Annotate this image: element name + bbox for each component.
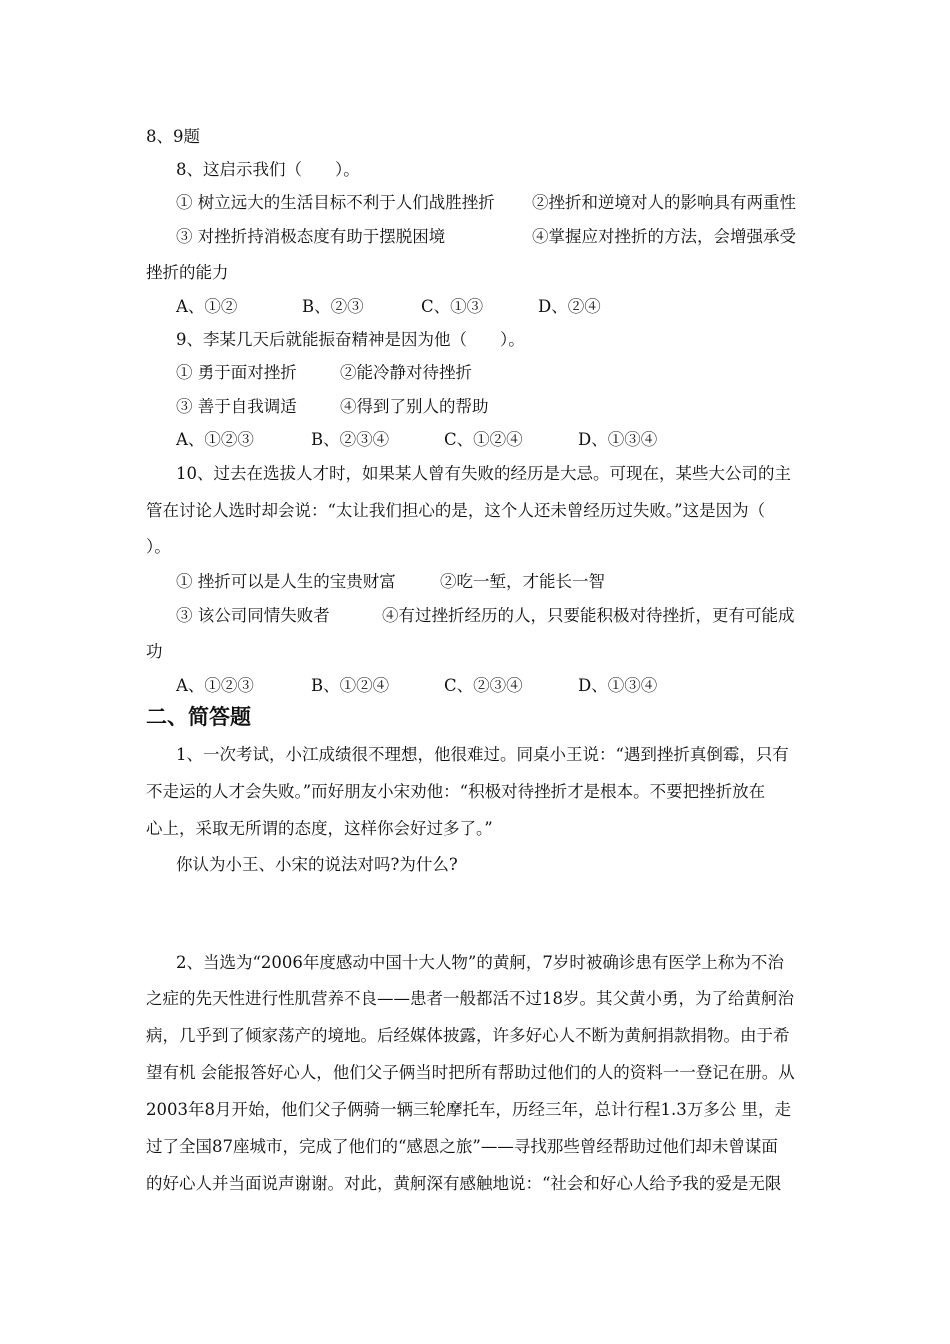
q9-options-row-2 — [176, 396, 816, 418]
q10-stem-line-1: 10、过去在选拔人才时，如果某人曾有失败的经历是大忌。可现在，某些大公司的主 — [176, 464, 791, 483]
q9-choice-d: D、①③④ — [578, 430, 658, 449]
sq2-line-6: 过了全国87座城市，完成了他们的“感恩之旅”——寻找那些曾经帮助过他们却未曾谋面 — [146, 1137, 778, 1156]
q8-option-1: ① 树立远大的生活目标不利于人们战胜挫折 — [176, 193, 495, 212]
q9-option-1: ① 勇于面对挫折 — [176, 363, 297, 382]
q8-choice-d: D、②④ — [538, 297, 601, 316]
q10-choice-b: B、①②④ — [311, 676, 390, 695]
q8-option-3: ③ 对挫折持消极态度有助于摆脱困境 — [176, 227, 446, 246]
q10-choices — [176, 675, 816, 697]
sq2-line-1: 2、当选为“2006年度感动中国十大人物”的黄舸，7岁时被确诊患有医学上称为不治 — [176, 953, 784, 972]
q8-options-row-1 — [176, 192, 816, 214]
q9-option-3: ③ 善于自我调适 — [176, 397, 297, 416]
q9-stem: 9、李某几天后就能振奋精神是因为他（ ）。 — [176, 330, 525, 349]
q8-option-4-continued: 挫折的能力 — [146, 263, 229, 282]
q10-option-4-continued: 功 — [146, 642, 163, 661]
q9-choice-c: C、①②④ — [444, 430, 523, 449]
sq1-line-3: 心上，采取无所谓的态度，这样你会好过多了。” — [146, 819, 493, 838]
q8-choice-a: A、①② — [176, 297, 238, 316]
q9-choice-a: A、①②③ — [176, 430, 254, 449]
q10-options-row-1 — [176, 571, 816, 593]
sq2-line-5: 2003年8月开始，他们父子俩骑一辆三轮摩托车，历经三年，总计行程1.3万多公 里，走 — [146, 1100, 791, 1119]
q9-options-row-1 — [176, 362, 816, 384]
q10-option-3: ③ 该公司同情失败者 — [176, 606, 330, 625]
sq2-line-2: 之症的先天性进行性肌营养不良——患者一般都活不过18岁。其父黄小勇，为了给黄舸治 — [146, 989, 794, 1008]
q10-stem-line-2: 管在讨论人选时却会说：“太让我们担心的是，这个人还未曾经历过失败。”这是因为（ — [146, 501, 766, 520]
q10-option-1: ① 挫折可以是人生的宝贵财富 — [176, 572, 396, 591]
q8-option-4: ④掌握应对挫折的方法，会增强承受 — [532, 227, 796, 246]
sq1-question: 你认为小王、小宋的说法对吗?为什么? — [176, 855, 458, 874]
q8-choice-b: B、②③ — [302, 297, 364, 316]
sq1-line-1: 1、一次考试，小江成绩很不理想，他很难过。同桌小王说：“遇到挫折真倒霉，只有 — [176, 745, 789, 764]
q8-option-2: ②挫折和逆境对人的影响具有两重性 — [532, 193, 796, 212]
q9-option-2: ②能冷静对待挫折 — [340, 363, 472, 382]
q10-choice-c: C、②③④ — [444, 676, 523, 695]
q10-option-4: ④有过挫折经历的人，只要能积极对待挫折，更有可能成 — [382, 606, 795, 625]
sq2-line-7: 的好心人并当面说声谢谢。对此，黄舸深有感触地说：“社会和好心人给予我的爱是无限 — [146, 1174, 782, 1193]
q10-choice-a: A、①②③ — [176, 676, 254, 695]
sq2-line-4: 望有机 会能报答好心人，他们父子俩当时把所有帮助过他们的人的资料一一登记在册。从 — [146, 1063, 795, 1082]
q10-stem-line-3: ）。 — [146, 537, 171, 556]
sq1-line-2: 不走运的人才会失败。”而好朋友小宋劝他：“积极对待挫折才是根本。不要把挫折放在 — [146, 782, 766, 801]
q9-option-4: ④得到了别人的帮助 — [340, 397, 489, 416]
q10-choice-d: D、①③④ — [578, 676, 658, 695]
q10-option-2: ②吃一堑，才能长一智 — [440, 572, 605, 591]
q8-options-row-2 — [176, 226, 816, 248]
q8-stem: 8、这启示我们（ ）。 — [176, 160, 360, 179]
q10-options-row-2 — [176, 605, 816, 627]
question-range-heading: 8、9题 — [146, 127, 200, 146]
q9-choices — [176, 429, 816, 451]
sq2-line-3: 病，几乎到了倾家荡产的境地。后经媒体披露，许多好心人不断为黄舸捐款捐物。由于希 — [146, 1026, 790, 1045]
section-heading: 二、简答题 — [146, 705, 251, 729]
q8-choice-c: C、①③ — [421, 297, 484, 316]
q9-choice-b: B、②③④ — [311, 430, 390, 449]
q8-choices — [176, 296, 816, 318]
